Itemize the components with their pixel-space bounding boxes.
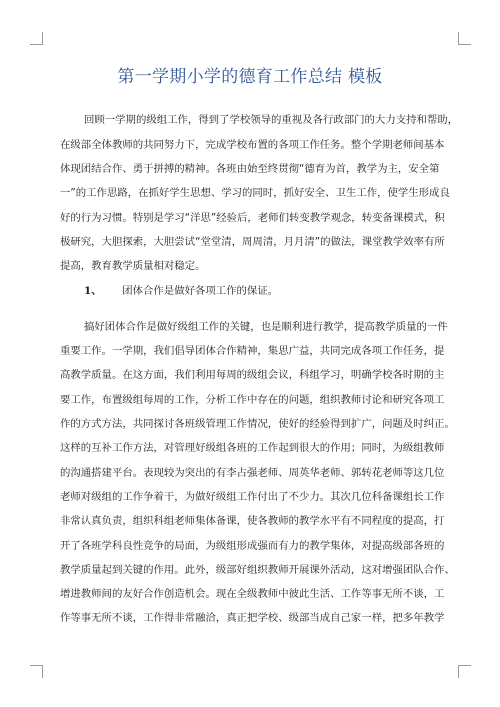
- crop-mark-top-right: [458, 32, 471, 45]
- paragraph-line: 老师对级组的工作争着干，为做好级组工作付出了不少力。其次几位科备课组长工作: [60, 491, 445, 503]
- paragraph-line: 极研究，大胆探索，大胆尝试“堂堂清，周周清，月月清”的做法，课堂教学效率有所: [60, 236, 445, 248]
- paragraph-line: 增进教师间的友好合作创造机会。现在全级教师中彼此生活、工作等事无所不谈，工: [60, 588, 445, 600]
- paragraph-line: 一”的工作思路，在抓好学生思想、学习的同时，抓好安全、卫生工作，使学生形成良: [60, 187, 450, 199]
- paragraph-line: 在级部全体教师的共同努力下，完成学校布置的各项工作任务。整个学期老师间基本: [60, 139, 445, 151]
- paragraph-line: 回顾一学期的级组工作，得到了学校领导的重视及各行政部门的大力支持和帮助，: [84, 114, 459, 126]
- paragraph-line: 开了各班学科良性竞争的局面，为级组形成强而有力的教学集体，对提高级部各班的: [60, 540, 445, 552]
- section-number: 1、: [84, 285, 102, 297]
- paragraph-line: 作等事无所不谈，工作得非常融洽，真正把学校、级部当成自己家一样，把多年教学: [60, 612, 445, 624]
- crop-mark-bottom-right: [458, 665, 471, 678]
- paragraph-line: 非常认真负责，组织科组老师集体备课，使各教师的教学水平有不同程度的提高，打: [60, 515, 445, 527]
- paragraph-line: 搞好团体合作是做好级组工作的关键，也是顺利进行教学，提高教学质量的一件: [84, 321, 448, 333]
- paragraph-line: 教学质量起到关键的作用。此外，级部好组织教师开展课外活动，这对增强团队合作、: [60, 564, 455, 576]
- paragraph-line: 这样的互补工作方法，对管理好级组各班的工作起到很大的作用；同时，为级组教师: [60, 442, 445, 454]
- paragraph-line: 的沟通搭建平台。表现较为突出的有李占强老师、周英华老师、郭转花老师等这几位: [60, 467, 445, 479]
- paragraph-line: 重要工作。一学期，我们倡导团体合作精神，集思广益，共同完成各项工作任务，提: [60, 345, 445, 357]
- document-title: 第一学期小学的德育工作总结 模板: [117, 67, 383, 87]
- crop-mark-top-left: [30, 32, 43, 45]
- paragraph-line: 提高，教育教学质量相对稳定。: [60, 260, 206, 272]
- crop-mark-bottom-left: [30, 665, 43, 678]
- paragraph-line: 作的方式方法，共同探讨各班级管理工作情况，使好的经验得到扩广，问题及时纠正。: [60, 418, 455, 430]
- section-heading: [0, 284, 500, 298]
- paragraph-line: 体现团结合作、勇于拼搏的精神。各班由始至终贯彻“德育为首，教学为主，安全第: [60, 163, 440, 175]
- paragraph-line: 高教学质量。在这方面，我们利用每周的级组会议，科组学习，明确学校各时期的主: [60, 369, 445, 381]
- paragraph-line: 好的行为习惯。特别是学习“洋思”经验后，老师们转变教学观念，转变备课模式，积: [60, 212, 445, 224]
- section-heading-text: 团体合作是做好各项工作的保证。: [122, 285, 279, 297]
- paragraph-line: 要工作，布置级组每周的工作，分析工作中存在的问题，组织教师讨论和研究各项工: [60, 394, 445, 406]
